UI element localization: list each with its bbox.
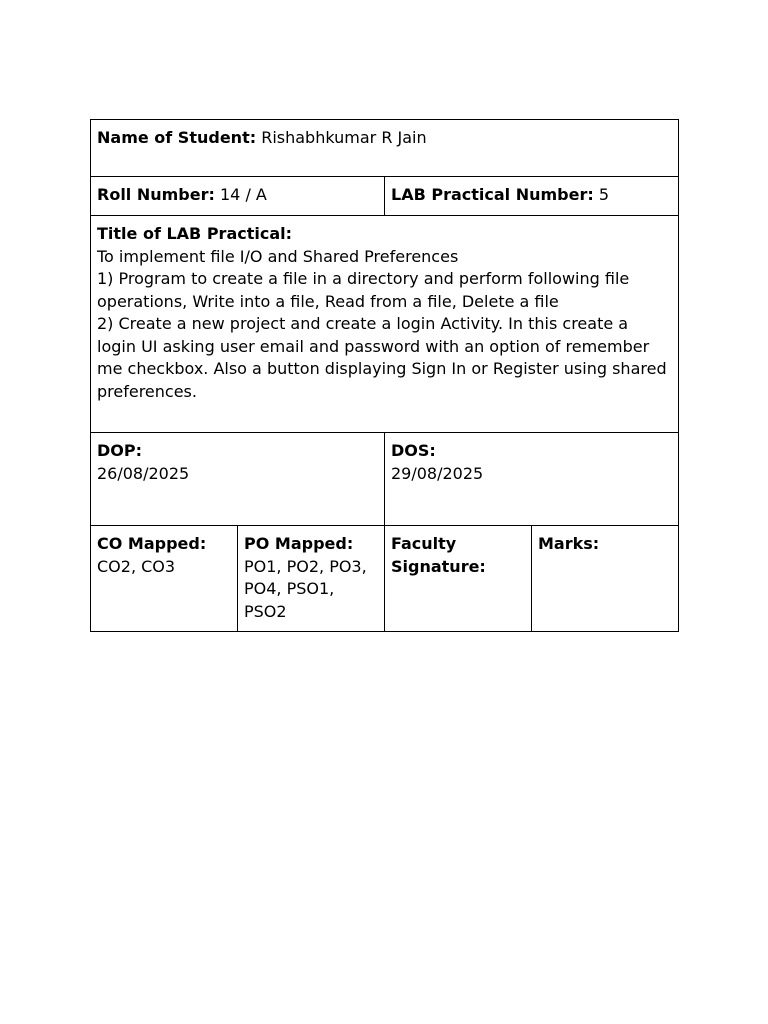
lab-info-table xyxy=(90,119,679,632)
student-row xyxy=(91,120,679,177)
title-line-aim: To implement file I/O and Shared Preferences xyxy=(97,246,459,266)
title-line-task-1: 1) Program to create a file in a directory and perform following file operations, Write into a file, Read from a file, Delete a file xyxy=(97,269,630,311)
dos-value: 29/08/2025 xyxy=(391,463,484,483)
dop-cell xyxy=(91,433,385,526)
mapping-row xyxy=(91,526,679,632)
marks-label: Marks: xyxy=(538,534,600,553)
dop-label: DOP: xyxy=(97,441,143,460)
student-name-value: Rishabhkumar R Jain xyxy=(261,128,427,147)
dos-label: DOS: xyxy=(391,441,436,460)
faculty-signature-label: Faculty Signature: xyxy=(391,534,486,576)
dos-cell xyxy=(385,433,679,526)
po-mapped-cell xyxy=(238,526,385,632)
dop-value: 26/08/2025 xyxy=(97,463,190,483)
co-mapped-cell xyxy=(91,526,238,632)
title-line-task-2: 2) Create a new project and create a login Activity. In this create a login UI asking user email and password with an option of remember me checkbox. Also a button displaying Sign In or Register using shared preferences. xyxy=(97,314,667,401)
po-mapped-value: PO1, PO2, PO3, PO4, PSO1, PSO2 xyxy=(244,556,367,621)
practical-number-cell xyxy=(385,177,679,216)
dates-row xyxy=(91,433,679,526)
title-row xyxy=(91,216,679,433)
marks-cell xyxy=(532,526,679,632)
co-mapped-value: CO2, CO3 xyxy=(97,556,176,576)
practical-number-label: LAB Practical Number: xyxy=(391,185,594,204)
student-name-cell xyxy=(91,120,679,177)
roll-number-label: Roll Number: xyxy=(97,185,215,204)
student-name-label: Name of Student: xyxy=(97,128,257,147)
faculty-signature-cell xyxy=(385,526,532,632)
roll-number-value: 14 / A xyxy=(220,185,267,204)
po-mapped-label: PO Mapped: xyxy=(244,534,354,553)
roll-practical-row xyxy=(91,177,679,216)
practical-number-value: 5 xyxy=(598,185,610,204)
co-mapped-label: CO Mapped: xyxy=(97,534,207,553)
roll-number-cell xyxy=(91,177,385,216)
title-label: Title of LAB Practical: xyxy=(97,224,293,243)
title-cell xyxy=(91,216,679,433)
